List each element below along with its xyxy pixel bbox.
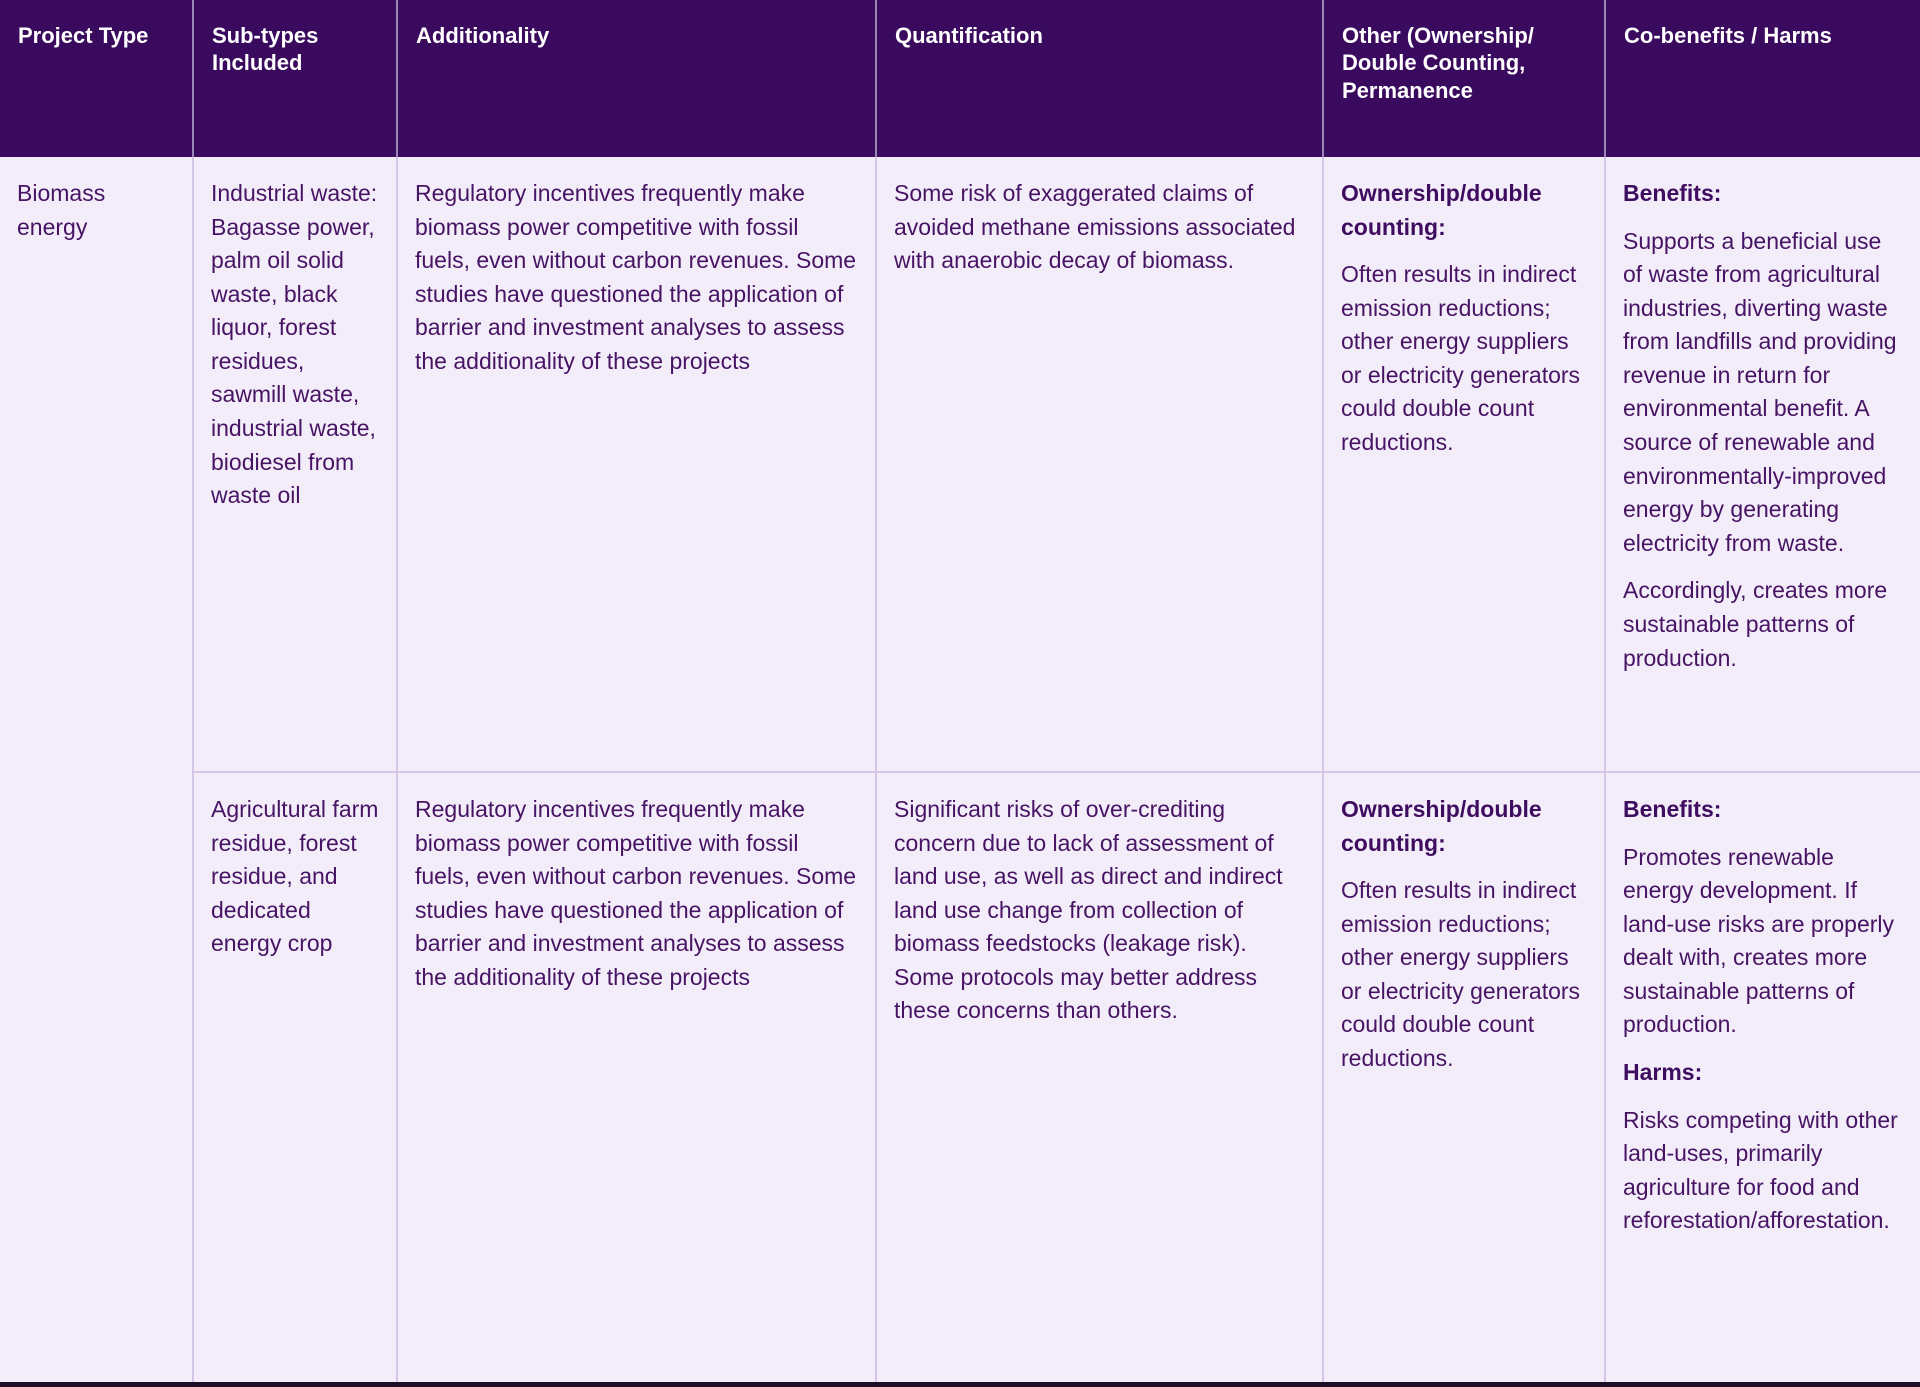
cell-additionality-row2: Regulatory incentives frequently make biomass power competitive with fossil fuels, even without carbon revenues. Some studies have questioned the application of barrier and investment analyses to assess the additionality of these projects — [396, 771, 875, 1382]
cell-cobenefits-row2 — [1604, 771, 1920, 1382]
benefits-heading-row2: Benefits: — [1623, 796, 1722, 822]
benefits-text-row2: Promotes renewable energy development. If land-use risks are properly dealt with, creates more sustainable patterns of production. — [1623, 843, 1895, 1038]
cell-quantification-row1: Some risk of exaggerated claims of avoided methane emissions associated with anaerobic decay of biomass. — [875, 157, 1322, 771]
benefits-heading-row1: Benefits: — [1623, 180, 1722, 206]
header-cobenefits-harms: Co-benefits / Harms — [1604, 0, 1920, 157]
harms-heading-row2: Harms: — [1623, 1059, 1703, 1086]
ownership-text-row2: Often results in indirect emission reductions; other energy suppliers or electricity generators could double count reductions. — [1341, 877, 1581, 1072]
header-project-type: Project Type — [0, 0, 192, 157]
cell-cobenefits-row1 — [1604, 157, 1920, 771]
ownership-heading-row1: Ownership/double counting: — [1341, 180, 1542, 240]
cell-other-row2 — [1322, 771, 1604, 1382]
header-sub-types: Sub-types Included — [192, 0, 396, 157]
benefits-text2-row1: Accordingly, creates more sustainable patterns of production. — [1623, 577, 1888, 671]
cell-subtypes-row1: Industrial waste: Bagasse power, palm oil solid waste, black liquor, forest residues, sawmill waste, industrial waste, biodiesel from waste oil — [192, 157, 396, 771]
header-quantification: Quantification — [875, 0, 1322, 157]
benefits-text1-row1: Supports a beneficial use of waste from agricultural industries, diverting waste from landfills and providing revenue in return for environmental benefit. A source of renewable and environmentally-improved energy by generating electricity from waste. — [1623, 227, 1897, 556]
ownership-text-row1: Often results in indirect emission reductions; other energy suppliers or electricity generators could double count reductions. — [1341, 261, 1581, 456]
header-other-ownership: Other (Ownership/ Double Counting, Permanence — [1322, 0, 1604, 157]
ownership-heading-row2: Ownership/double counting: — [1341, 796, 1542, 856]
cell-subtypes-row2: Agricultural farm residue, forest residue, and dedicated energy crop — [192, 771, 396, 1382]
cell-project-type: Biomass energy — [17, 180, 106, 240]
cell-quantification-row2: Significant risks of over-crediting concern due to lack of assessment of land use, as well as direct and indirect land use change from collection of biomass feedstocks (leakage risk). Some protocols may better address these concerns than others. — [875, 771, 1322, 1382]
cell-additionality-row1: Regulatory incentives frequently make biomass power competitive with fossil fuels, even without carbon revenues. Some studies have questioned the application of barrier and investment analyses to assess the additionality of these projects — [396, 157, 875, 771]
cell-other-row1 — [1322, 157, 1604, 771]
header-additionality: Additionality — [396, 0, 875, 157]
harms-text-row2: Risks competing with other land-uses, primarily agriculture for food and reforestation/afforestation. — [1623, 1106, 1898, 1234]
